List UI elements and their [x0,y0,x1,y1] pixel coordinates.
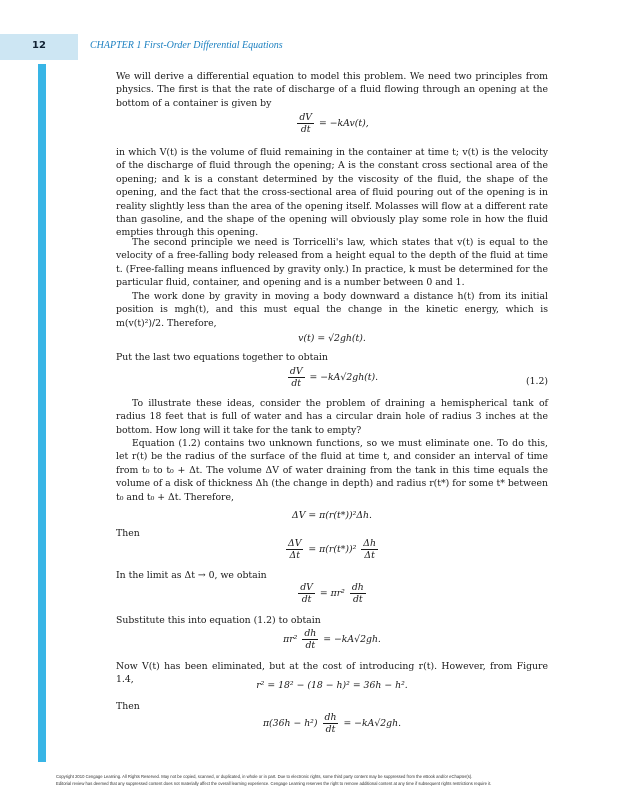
equation-1-2 [116,366,548,389]
page-number: 12 [32,40,46,51]
paragraph-torricelli: The second principle we need is Torricelli's law, which states that v(t) is equal to the velocity of a free-falling body released from a height equal to the depth of the fluid at time t. (Free-falling means influenced by gravity only.) In practice, k must be determined for the particular fluid, container, and opening and is a number between 0 and 1. [116,237,548,289]
equation-delta-ratio: $\frac{\Delta V}{\Delta t}$ = π(r(t*))² $\frac{\Delta h}{\Delta t}$ [288,538,376,561]
equation-derivative-ratio: $\frac{dV}{dt}$ = πr² $\frac{dh}{dt}$ [300,582,364,605]
equation-discharge-rhs: = −kAv(t), [318,118,369,129]
paragraph-definitions: in which V(t) is the volume of fluid remaining in the container at time t; v(t) is the velocity of the discharge of fluid through the opening; A is the constant cross sectional area of the opening; and k is a constant determined by the viscosity of the fluid, the shape of the opening, and the fact that the cross-sectional area of fluid pouring out of the opening is in reality slightly less than the area of the opening itself. Molasses will flow at a different rate than gasoline, and the shape of the opening will obviously play some role in how the fluid empties through this opening. [116,147,548,239]
fraction-dv-dt-2: $\frac{dV}{dt}$ [289,366,303,389]
paragraph-eliminate: Equation (1.2) contains two unknown functions, so we must eliminate one. To do this, let r(t) be the radius of the surface of the fluid at time t, and consider an interval of time from t₀ to t₀ + Δt. The volume ΔV of water draining from the tank in this time equals the volume of a disk of thickness Δh (the change in depth) and radius r(t*) for some t* between t₀ and t₀ + Δt. Therefore, [116,438,548,503]
paragraph-intro: We will derive a differential equation to model this problem. We need two principles from physics. The first is that the rate of discharge of a fluid flowing through an opening at the bottom of a container is given by [116,71,548,109]
sidebar-accent-bar [38,64,46,762]
equation-number: (1.2) [525,376,548,387]
footer-copyright: Copyright 2010 Cengage Learning. All Rights Reserved. May not be copied, scanned, or duplicated, in whole or in part. Due to electronic rights, some third party content may be suppressed from the eBook and/or eChapter(s). [56,774,473,779]
equation-radius: r² = 18² − (18 − h)² = 36h − h². [256,680,408,691]
equation-velocity: v(t) = √2gh(t). [298,333,366,344]
paragraph-figure-ref: Now V(t) has been eliminated, but at the cost of introducing r(t). However, from Figure 1.4, [116,661,548,686]
paragraph-hemisphere-problem: To illustrate these ideas, consider the problem of draining a hemispherical tank of radius 18 feet that is full of water and has a circular drain hole of radius 3 inches at the bottom. How long will it take for the tank to empty? [116,398,548,436]
text-limit: In the limit as Δt → 0, we obtain [116,570,267,581]
paragraph-work-energy: The work done by gravity in moving a body downward a distance h(t) from its initial position is mgh(t), and this must equal the change in the kinetic energy, which is m(v(t)²)/2. Therefore, [116,291,548,329]
equation-final: π(36h − h²) $\frac{dh}{dt}$ = −kA√2gh. [262,712,402,735]
text-then-2: Then [116,701,140,712]
equation-delta-v: ΔV = π(r(t*))²Δh. [292,510,372,521]
text-then-1: Then [116,528,140,539]
equation-1-2-rhs: = −kA√2gh(t). [309,372,379,383]
equation-substituted: πr² $\frac{dh}{dt}$ = −kA√2gh. [283,628,381,651]
fraction-dv-dt: $\frac{dV}{dt}$ [299,112,312,135]
equation-discharge [116,112,548,135]
text-substitute: Substitute this into equation (1.2) to obtain [116,615,321,626]
paragraph-combine: Put the last two equations together to obtain [116,352,328,363]
footer-editorial: Editorial review has deemed that any suppressed content does not materially affect the overall learning experience. Cengage Learning reserves the right to remove additional content at any time if subsequent rights restrictions require it. [56,781,492,786]
chapter-title: CHAPTER 1 First-Order Differential Equations [90,40,283,51]
